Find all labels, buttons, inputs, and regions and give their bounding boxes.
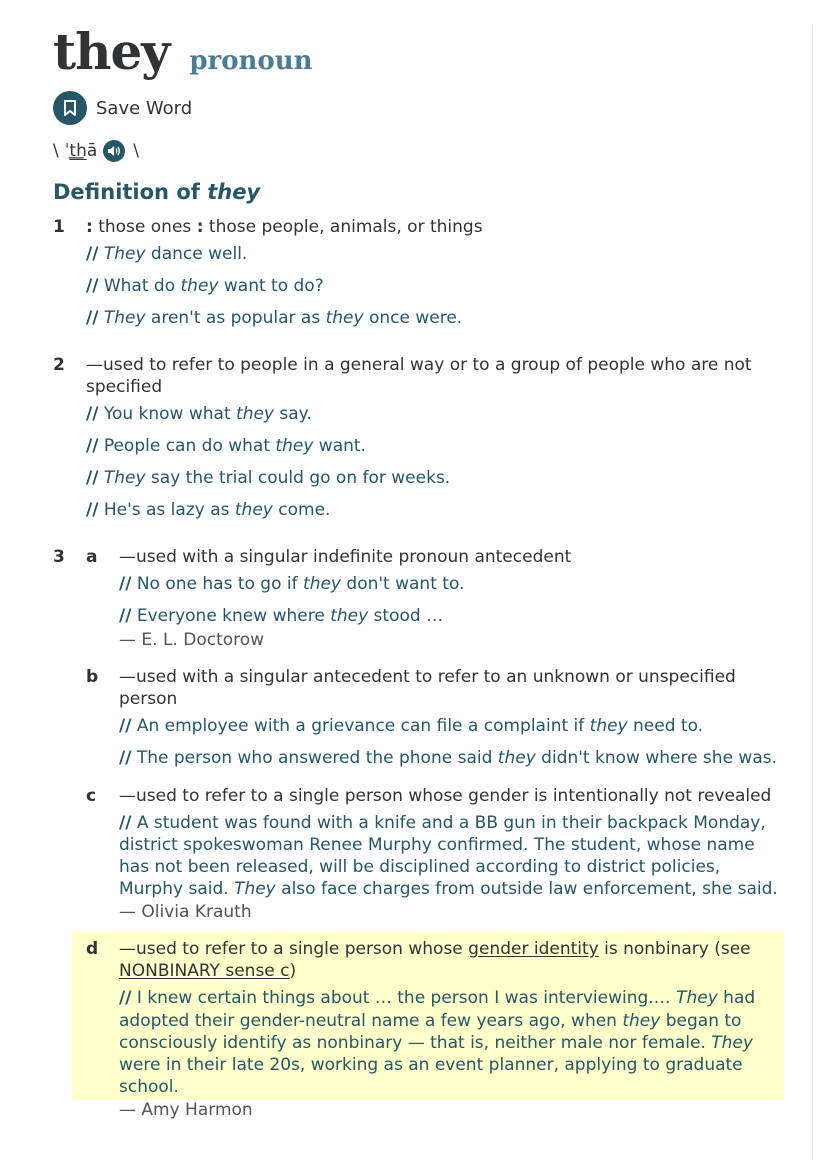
pron-th: t͟h <box>69 141 87 161</box>
sense-number-3: 3 <box>53 547 65 567</box>
example-sentence-cont: Murphy said. They also face charges from outside law enforcement, she said. <box>119 879 778 899</box>
headword: they <box>53 22 170 81</box>
example-sentence-cont: district spokeswoman Renee Murphy confirmed. The student, whose name <box>119 835 755 855</box>
subsense-letter-d: d <box>86 939 99 959</box>
example-sentence: // They dance well. <box>86 244 248 264</box>
part-of-speech[interactable]: pronoun <box>189 46 313 76</box>
example-sentence-cont: school. <box>119 1077 179 1097</box>
example-sentence: // They say the trial could go on for weeks. <box>86 468 451 488</box>
sense-2-definition-cont: specified <box>86 377 163 397</box>
example-attribution: — Olivia Krauth <box>119 902 252 922</box>
example-sentence-cont: consciously identify as nonbinary — that is, neither male nor female. They <box>119 1033 753 1053</box>
example-sentence-cont: adopted their gender-neutral name a few years ago, when they began to <box>119 1011 742 1031</box>
example-attribution: — Amy Harmon <box>119 1100 253 1120</box>
example-sentence-cont: has not been released, will be disciplined according to district policies, <box>119 857 721 877</box>
entry-header <box>53 22 313 81</box>
page-edge-divider <box>812 26 813 1160</box>
sense-3a-definition: —used with a singular indefinite pronoun antecedent <box>119 547 572 567</box>
bookmark-icon[interactable] <box>53 91 87 125</box>
example-attribution: — E. L. Doctorow <box>119 630 265 650</box>
sense-2-definition: —used to refer to people in a general way or to a group of people who are not <box>86 355 752 375</box>
example-sentence: // What do they want to do? <box>86 276 324 296</box>
save-word-button[interactable] <box>53 91 192 125</box>
subsense-letter-b: b <box>86 667 99 687</box>
sense-number-1: 1 <box>53 217 65 237</box>
example-sentence: // A student was found with a knife and a BB gun in their backpack Monday, <box>119 813 766 833</box>
nonbinary-sense-link[interactable]: NONBINARY sense c <box>119 961 290 981</box>
sense-3c-definition: —used to refer to a single person whose gender is intentionally not revealed <box>119 786 772 806</box>
example-sentence: // People can do what they want. <box>86 436 366 456</box>
definition-heading: Definition of they <box>53 180 261 204</box>
example-sentence: // No one has to go if they don't want to. <box>119 574 465 594</box>
example-sentence: // Everyone knew where they stood … <box>119 606 444 626</box>
gender-identity-link[interactable]: gender identity <box>468 939 599 959</box>
pronunciation: \ ˈ t͟h ā \ <box>53 141 140 161</box>
subsense-letter-c: c <box>86 786 97 806</box>
example-sentence: // The person who answered the phone said they didn't know where she was. <box>119 748 778 768</box>
sense-3b-definition: —used with a singular antecedent to refer to an unknown or unspecified <box>119 667 736 687</box>
save-word-label[interactable]: Save Word <box>96 97 193 119</box>
example-sentence: // They aren't as popular as they once were. <box>86 308 463 328</box>
subsense-letter-a: a <box>86 547 98 567</box>
sense-3d-definition: —used to refer to a single person whose gender identity is nonbinary (see <box>119 939 751 959</box>
sense-1-definition: : those ones : those people, animals, or things <box>86 217 483 237</box>
example-sentence: // I knew certain things about … the person I was interviewing.… They had <box>119 988 756 1008</box>
example-sentence-cont: were in their late 20s, working as an event planner, applying to graduate <box>119 1055 743 1075</box>
sense-number-2: 2 <box>53 355 65 375</box>
example-sentence: // You know what they say. <box>86 404 312 424</box>
sense-3b-definition-cont: person <box>119 689 178 709</box>
sense-3d-definition-cont: NONBINARY sense c) <box>119 961 297 981</box>
speaker-icon[interactable] <box>103 140 125 162</box>
example-sentence: // He's as lazy as they come. <box>86 500 331 520</box>
example-sentence: // An employee with a grievance can file a complaint if they need to. <box>119 716 704 736</box>
